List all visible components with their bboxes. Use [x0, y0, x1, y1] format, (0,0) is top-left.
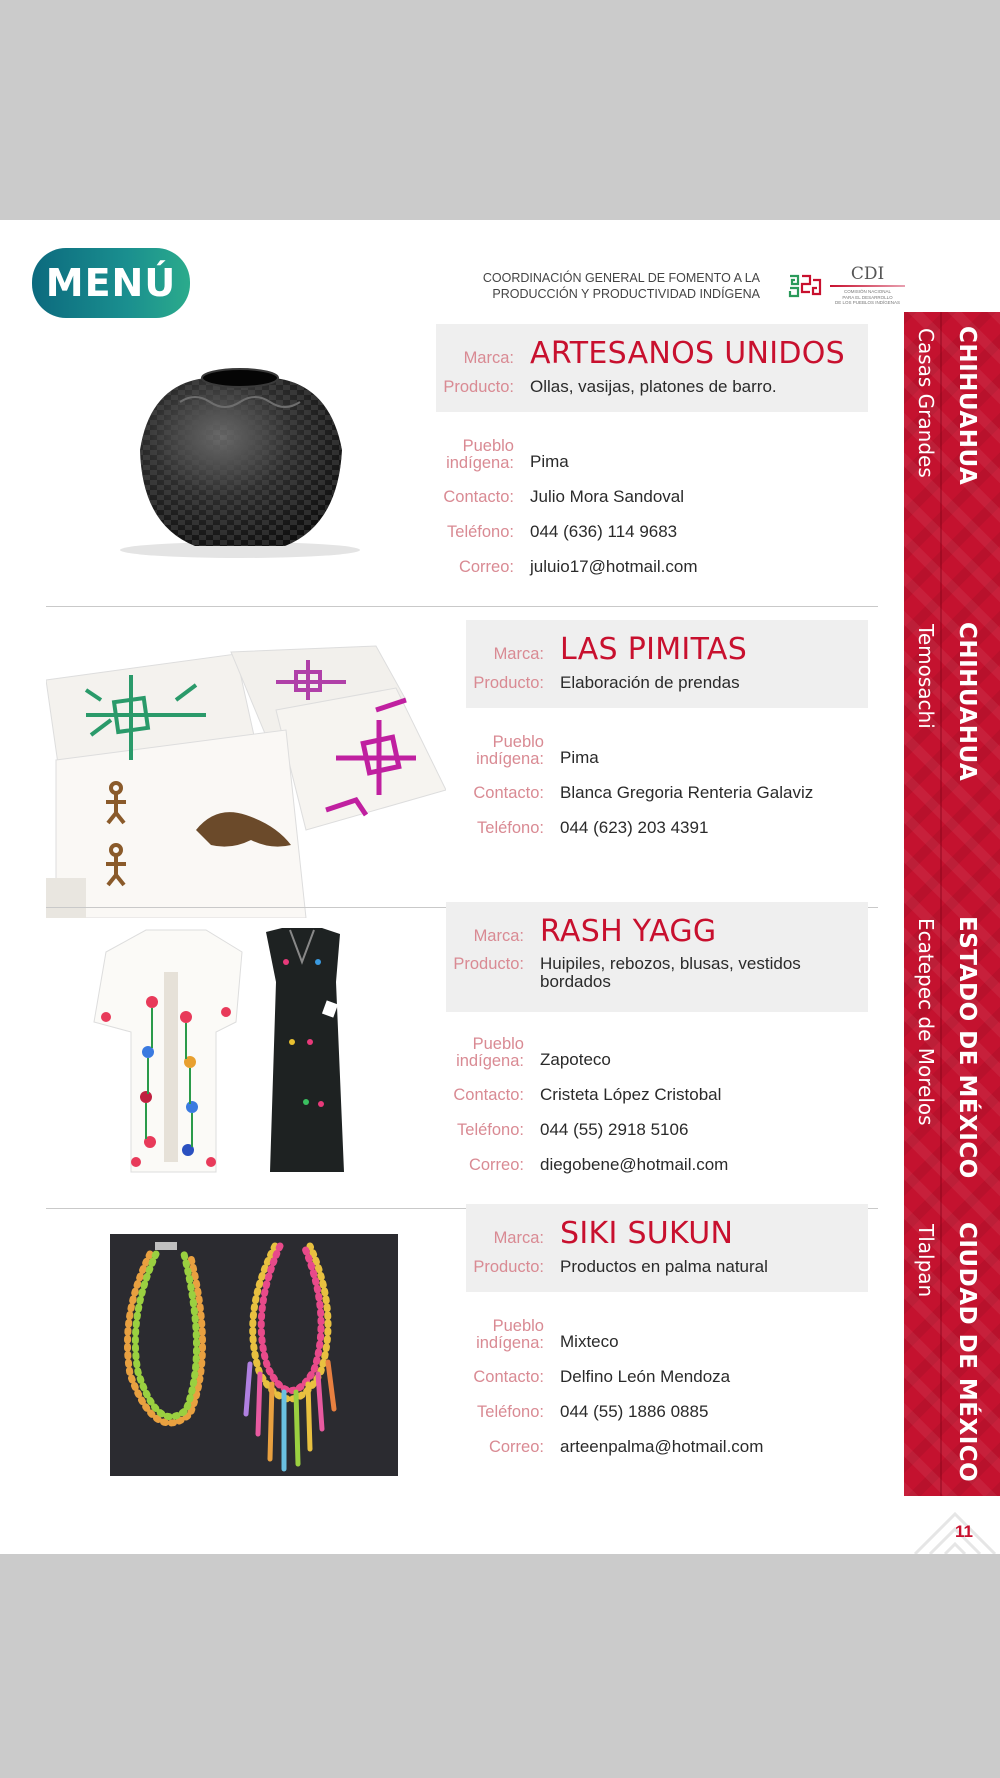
email-link[interactable]: arteenpalma@hotmail.com	[560, 1437, 764, 1456]
corner-pattern	[905, 1496, 1000, 1554]
entry-3-header	[446, 902, 868, 1012]
product-value: Elaboración de prendas	[560, 673, 740, 692]
phone-value[interactable]: 044 (623) 203 4391	[560, 818, 709, 837]
state-label-2: CHIHUAHUA	[954, 622, 980, 782]
catalog-page	[0, 220, 1000, 1554]
entry-4-details	[472, 1318, 892, 1472]
pueblo-value: Pima	[530, 452, 569, 471]
contacto-label: Contacto:	[473, 784, 544, 802]
telefono-label: Teléfono:	[477, 1403, 544, 1421]
contacto-label: Contacto:	[473, 1368, 544, 1386]
marca-label: Marca:	[493, 645, 544, 663]
pueblo-label: Pueblo indígena:	[476, 1317, 544, 1352]
phone-value[interactable]: 044 (55) 2918 5106	[540, 1120, 689, 1139]
producto-label: Producto:	[453, 955, 524, 973]
product-image-pot	[80, 350, 390, 560]
city-label-2: Temosachi	[914, 624, 938, 729]
org-line-1: COORDINACIÓN GENERAL DE FOMENTO A LA	[482, 271, 760, 285]
state-label-3: ESTADO DE MÉXICO	[954, 916, 980, 1179]
region-band	[904, 312, 1000, 1496]
cdi-logo	[830, 264, 905, 306]
pueblo-value: Pima	[560, 748, 599, 767]
pueblo-label: Pueblo indígena:	[446, 437, 514, 472]
marca-label: Marca:	[493, 1229, 544, 1247]
contact-value: Blanca Gregoria Renteria Galaviz	[560, 783, 814, 802]
marca-label: Marca:	[473, 927, 524, 945]
contacto-label: Contacto:	[453, 1086, 524, 1104]
city-label-3: Ecatepec de Morelos	[914, 918, 938, 1126]
cdi-title: CDI	[850, 264, 885, 284]
product-image-cushions	[46, 640, 446, 918]
entry-3-details	[452, 1036, 872, 1190]
org-line-2: PRODUCCIÓN Y PRODUCTIVIDAD INDÍGENA	[492, 287, 760, 301]
brand-name: LAS PIMITAS	[560, 632, 748, 667]
producto-label: Producto:	[443, 378, 514, 396]
cdi-sub-1: COMISIÓN NACIONAL	[843, 289, 891, 294]
producto-label: Producto:	[473, 1258, 544, 1276]
brand-name: ARTESANOS UNIDOS	[530, 336, 846, 371]
entry-1-header	[436, 324, 868, 412]
pueblo-label: Pueblo indígena:	[476, 733, 544, 768]
correo-label: Correo:	[488, 1438, 544, 1456]
contact-value: Julio Mora Sandoval	[530, 487, 685, 506]
product-value: Ollas, vasijas, platones de barro.	[530, 377, 777, 396]
product-value: Productos en palma natural	[560, 1257, 768, 1276]
product-value: Huipiles, rebozos, blusas, vestidos bordados	[540, 954, 801, 991]
phone-value[interactable]: 044 (636) 114 9683	[530, 522, 678, 541]
pueblo-value: Mixteco	[560, 1332, 619, 1351]
product-image-dresses	[86, 922, 356, 1182]
correo-label: Correo:	[468, 1156, 524, 1174]
page-number: 11	[955, 1522, 973, 1541]
entry-1-details	[442, 438, 862, 592]
correo-label: Correo:	[458, 558, 514, 576]
cdi-sub-3: DE LOS PUEBLOS INDÍGENAS	[834, 300, 901, 305]
pueblo-label: Pueblo indígena:	[456, 1035, 524, 1070]
org-name	[430, 270, 760, 302]
producto-label: Producto:	[473, 674, 544, 692]
telefono-label: Teléfono:	[457, 1121, 524, 1139]
cgfppi-logo-icon	[788, 272, 822, 298]
contacto-label: Contacto:	[443, 488, 514, 506]
brand-name: RASH YAGG	[540, 914, 717, 949]
menu-button[interactable]: MENÚ	[32, 248, 190, 318]
state-label-1: CHIHUAHUA	[954, 326, 980, 486]
divider	[46, 606, 878, 607]
telefono-label: Teléfono:	[447, 523, 514, 541]
city-label-1: Casas Grandes	[914, 328, 938, 478]
entry-2-details	[472, 734, 892, 853]
entry-2-header	[466, 620, 868, 708]
state-label-4: CIUDAD DE MÉXICO	[954, 1222, 980, 1483]
contact-value: Cristeta López Cristobal	[540, 1085, 722, 1104]
marca-label: Marca:	[463, 349, 514, 367]
contact-value: Delfino León Mendoza	[560, 1367, 731, 1386]
entry-4-header	[466, 1204, 868, 1292]
email-link[interactable]: diegobene@hotmail.com	[540, 1155, 729, 1174]
product-image-necklaces	[110, 1234, 398, 1476]
brand-name: SIKI SUKUN	[560, 1216, 734, 1251]
telefono-label: Teléfono:	[477, 819, 544, 837]
city-label-4: Tlalpan	[914, 1224, 938, 1298]
cdi-sub-2: PARA EL DESARROLLO	[842, 294, 893, 300]
phone-value[interactable]: 044 (55) 1886 0885	[560, 1402, 709, 1421]
email-link[interactable]: juluio17@hotmail.com	[530, 557, 698, 576]
pueblo-value: Zapoteco	[540, 1050, 611, 1069]
